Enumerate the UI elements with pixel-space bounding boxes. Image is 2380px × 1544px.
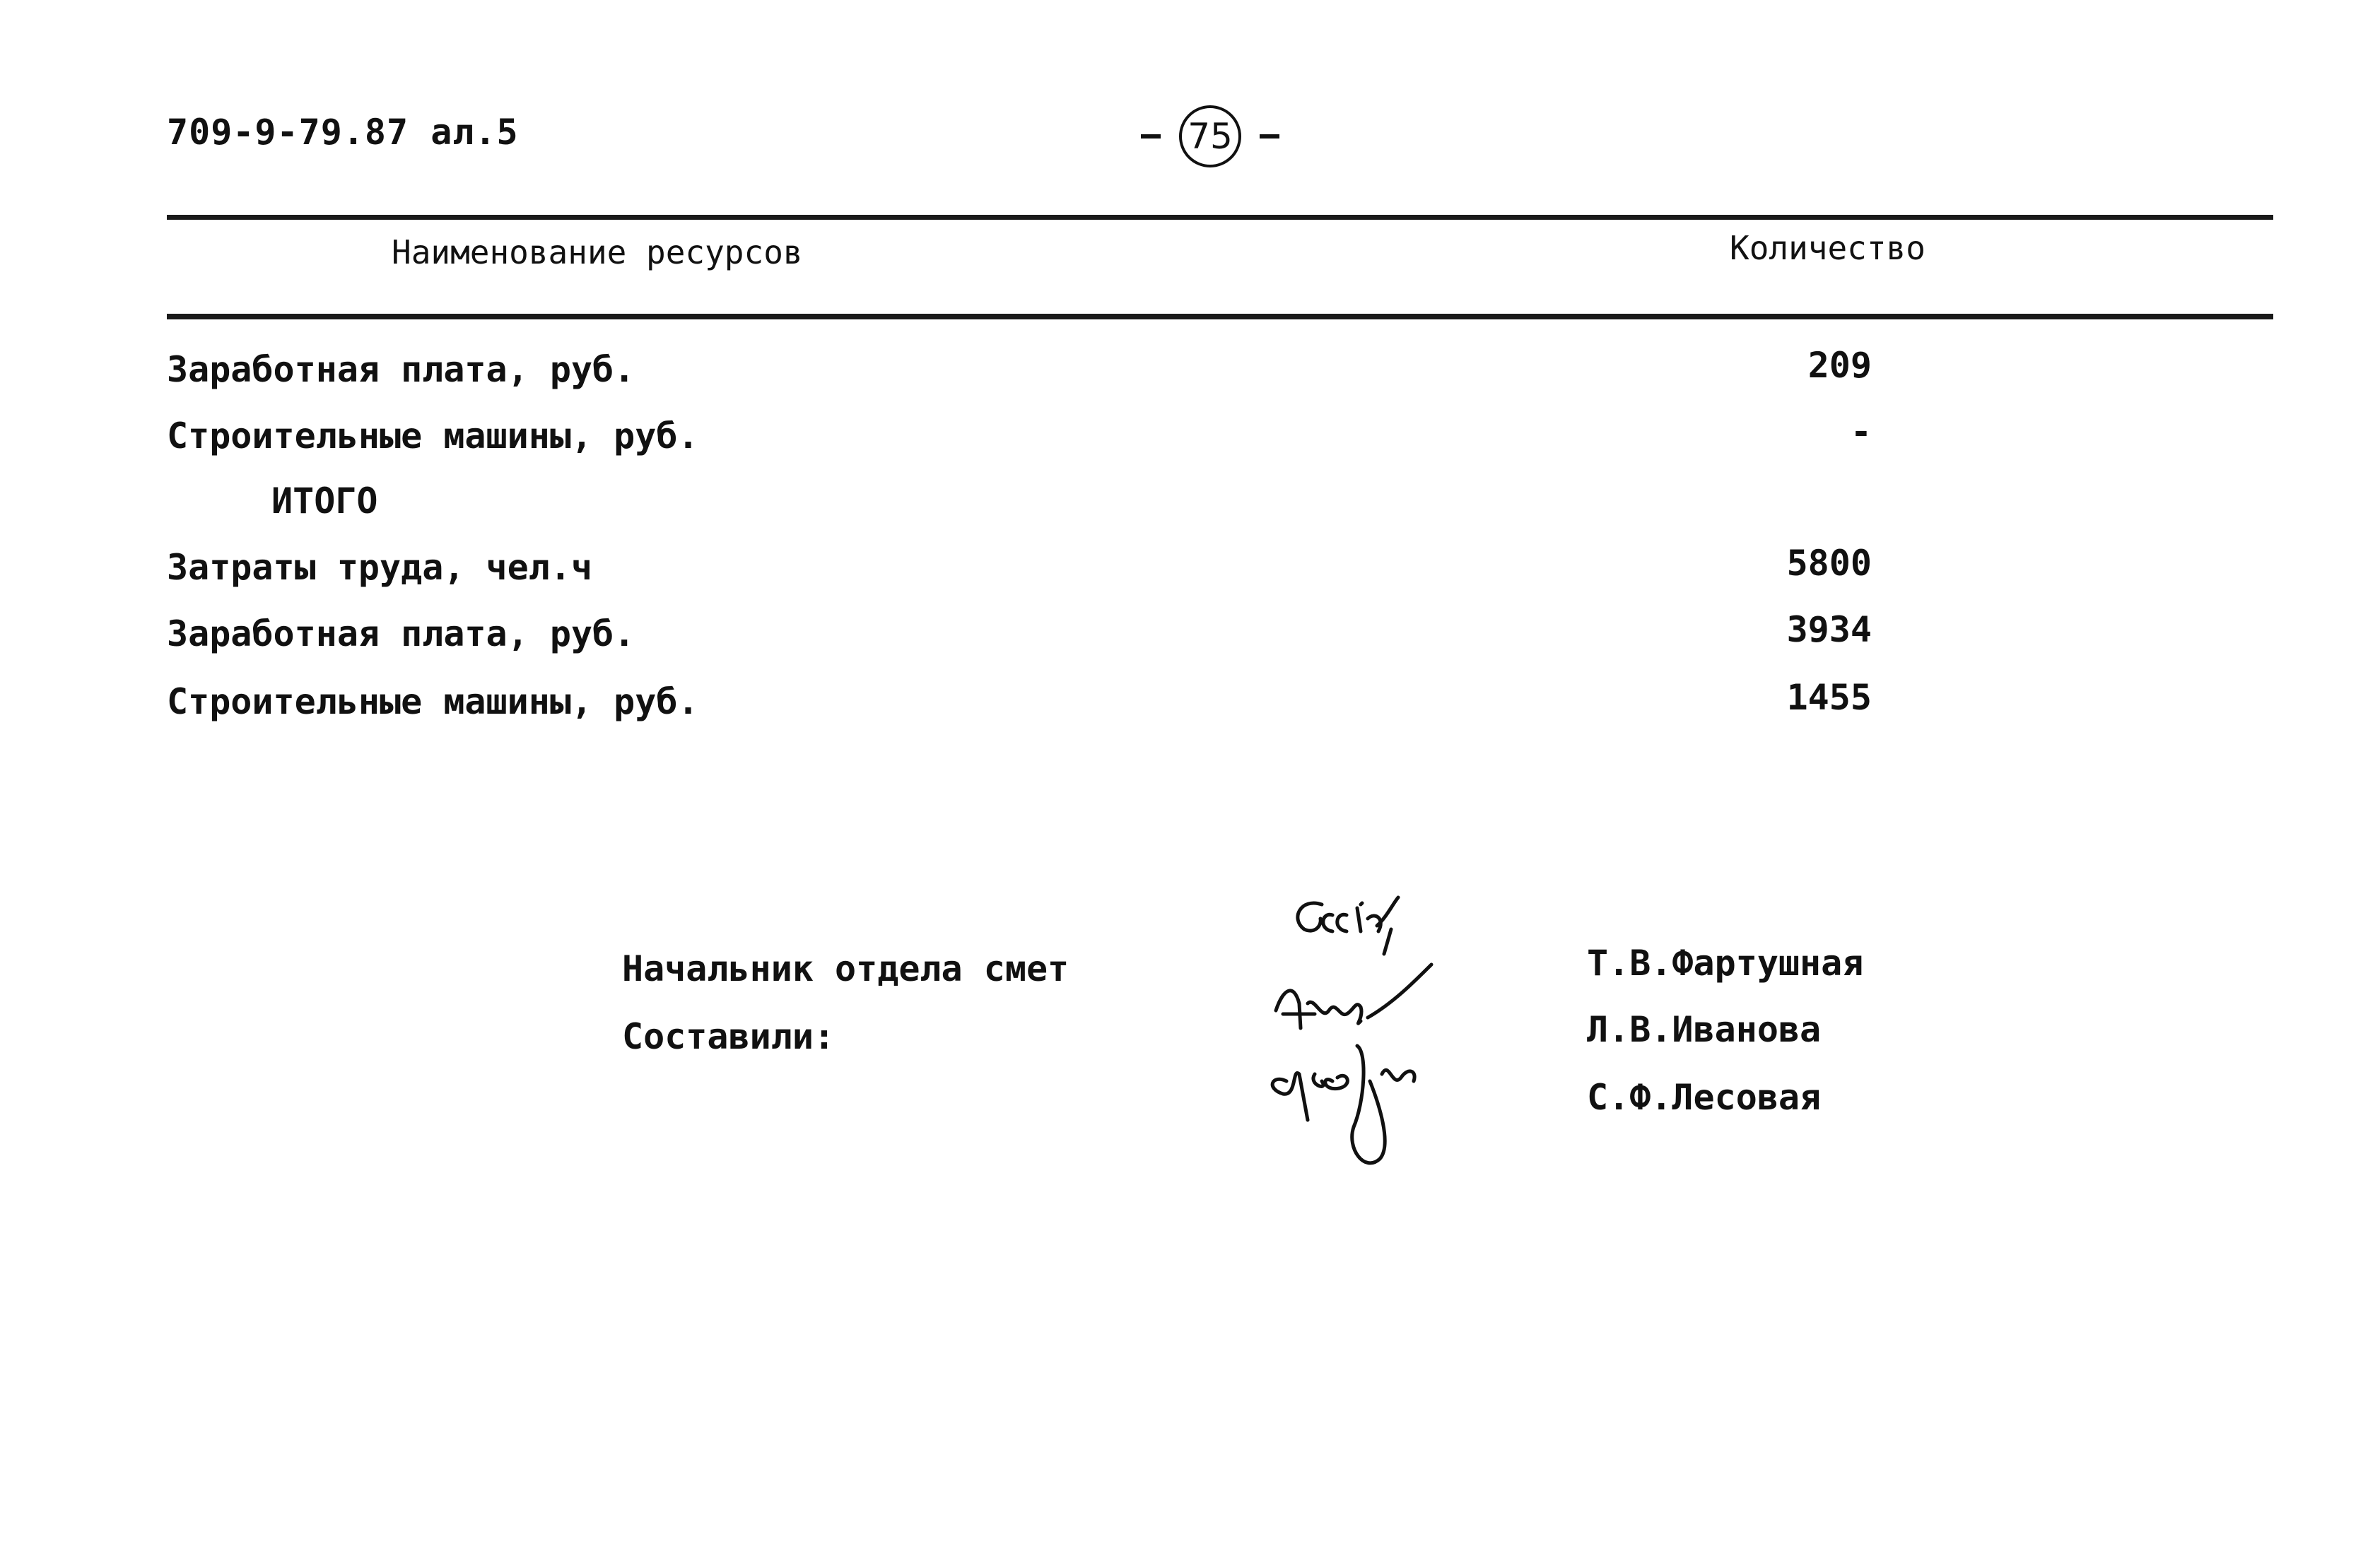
row-label: ИТОГО <box>271 481 378 521</box>
table-row <box>167 411 2273 472</box>
page-number-circle: 75 <box>1179 105 1241 167</box>
table-top-rule <box>167 215 2273 220</box>
signatory-name: Т.В.Фартушная <box>1587 943 1864 984</box>
row-value: 209 <box>1807 345 1872 386</box>
signature-2 <box>1276 965 1431 1028</box>
row-value: 1455 <box>1786 677 1872 718</box>
row-value: - <box>1850 411 1872 452</box>
signature-1 <box>1298 897 1398 954</box>
column-header-name: Наименование ресурсов <box>392 233 803 271</box>
column-header-quantity: Количество <box>1730 229 1925 267</box>
row-label: Строительные машины, руб. <box>167 681 699 722</box>
table-row-total-heading <box>167 481 2273 537</box>
table-row <box>167 677 2273 738</box>
handwritten-signatures <box>1216 876 1569 1201</box>
compiled-by-label: Составили: <box>622 1016 836 1057</box>
dash-left <box>1141 134 1161 139</box>
table-row <box>167 345 2273 406</box>
table-row <box>167 609 2273 670</box>
row-value: 3934 <box>1786 609 1872 650</box>
table-row <box>167 543 2273 603</box>
head-of-department-label: Начальник отдела смет <box>622 948 1069 989</box>
row-label: Заработная плата, руб. <box>167 349 635 390</box>
table-header-rule <box>167 314 2273 319</box>
row-value: 5800 <box>1786 543 1872 584</box>
row-label: Затраты труда, чел.ч <box>167 547 593 588</box>
row-label: Заработная плата, руб. <box>167 613 635 654</box>
signatory-name: С.Ф.Лесовая <box>1587 1077 1822 1118</box>
signature-3 <box>1272 1046 1414 1163</box>
page-number <box>1122 98 1298 175</box>
row-label: Строительные машины, руб. <box>167 416 699 456</box>
dash-right <box>1260 134 1279 139</box>
document-code: 709-9-79.87 ал.5 <box>167 112 519 153</box>
signatory-name: Л.В.Иванова <box>1587 1009 1822 1050</box>
